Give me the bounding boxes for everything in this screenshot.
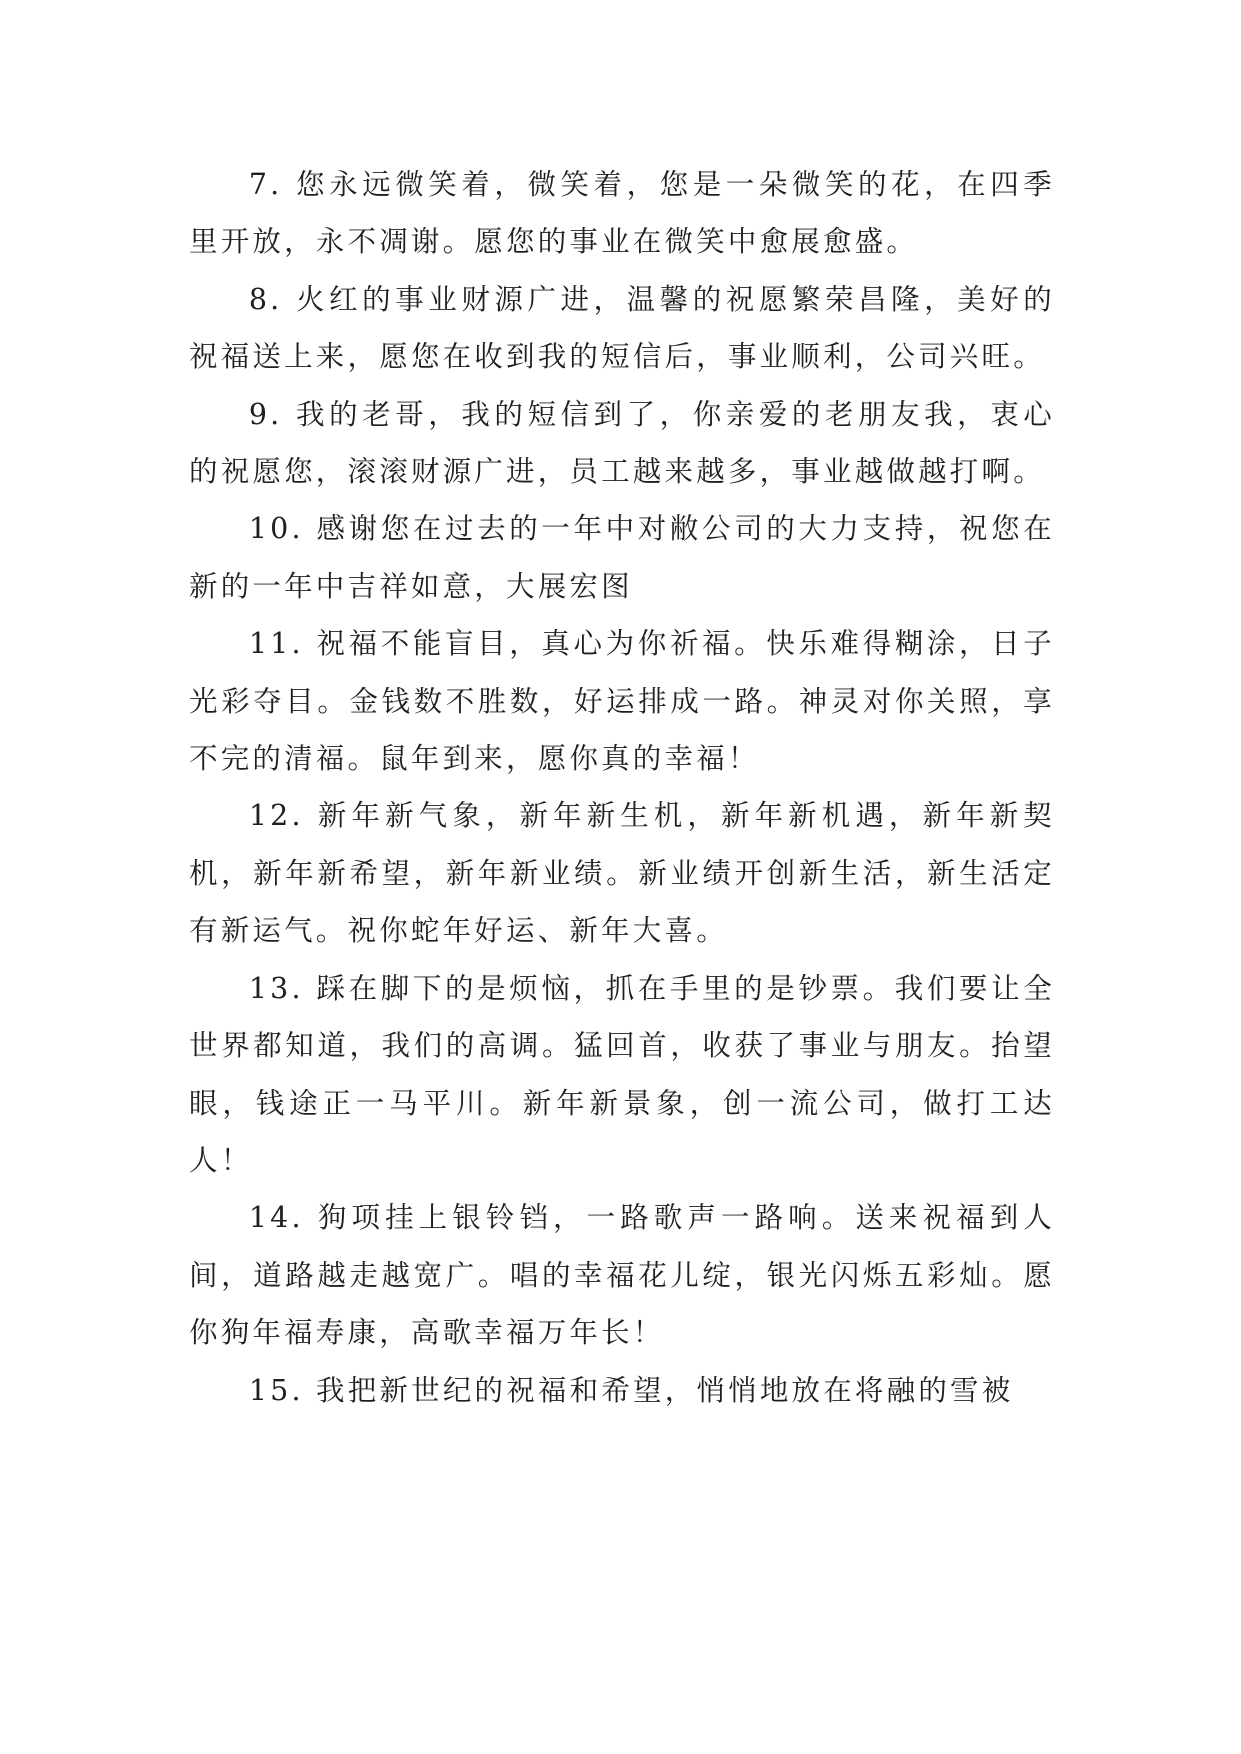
paragraph-13: 13. 踩在脚下的是烦恼，抓在手里的是钞票。我们要让全世界都知道，我们的高调。猛回首，收获了事业与朋友。抬望眼，钱途正一马平川。新年新景象，创一流公司，做打工达人！ (189, 971, 1055, 1177)
paragraph-10: 10. 感谢您在过去的一年中对敝公司的大力支持，祝您在新的一年中吉祥如意，大展宏图 (189, 512, 1055, 603)
paragraph-8: 8. 火红的事业财源广进，温馨的祝愿繁荣昌隆，美好的祝福送上来，愿您在收到我的短信后，事业顺利，公司兴旺。 (189, 282, 1055, 374)
paragraph-9: 9. 我的老哥，我的短信到了，你亲爱的老朋友我，衷心的祝愿您，滚滚财源广进，员工越来越多，事业越做越打啊。 (189, 397, 1055, 489)
document-body (189, 156, 1055, 1419)
paragraph-12: 12. 新年新气象，新年新生机，新年新机遇，新年新契机，新年新希望，新年新业绩。新业绩开创新生活，新生活定有新运气。祝你蛇年好运、新年大喜。 (189, 799, 1055, 948)
paragraph-14: 14. 狗项挂上银铃铛，一路歌声一路响。送来祝福到人间，道路越走越宽广。唱的幸福花儿绽，银光闪烁五彩灿。愿你狗年福寿康，高歌幸福万年长！ (189, 1201, 1055, 1350)
paragraph-15: 15. 我把新世纪的祝福和希望，悄悄地放在将融的雪被 (248, 1373, 1014, 1407)
paragraph-11: 11. 祝福不能盲目，真心为你祈福。快乐难得糊涂，日子光彩夺目。金钱数不胜数，好运排成一路。神灵对你关照，享不完的清福。鼠年到来，愿你真的幸福！ (189, 627, 1055, 776)
paragraph-7: 7. 您永远微笑着，微笑着，您是一朵微笑的花，在四季里开放，永不凋谢。愿您的事业在微笑中愈展愈盛。 (189, 168, 1055, 259)
